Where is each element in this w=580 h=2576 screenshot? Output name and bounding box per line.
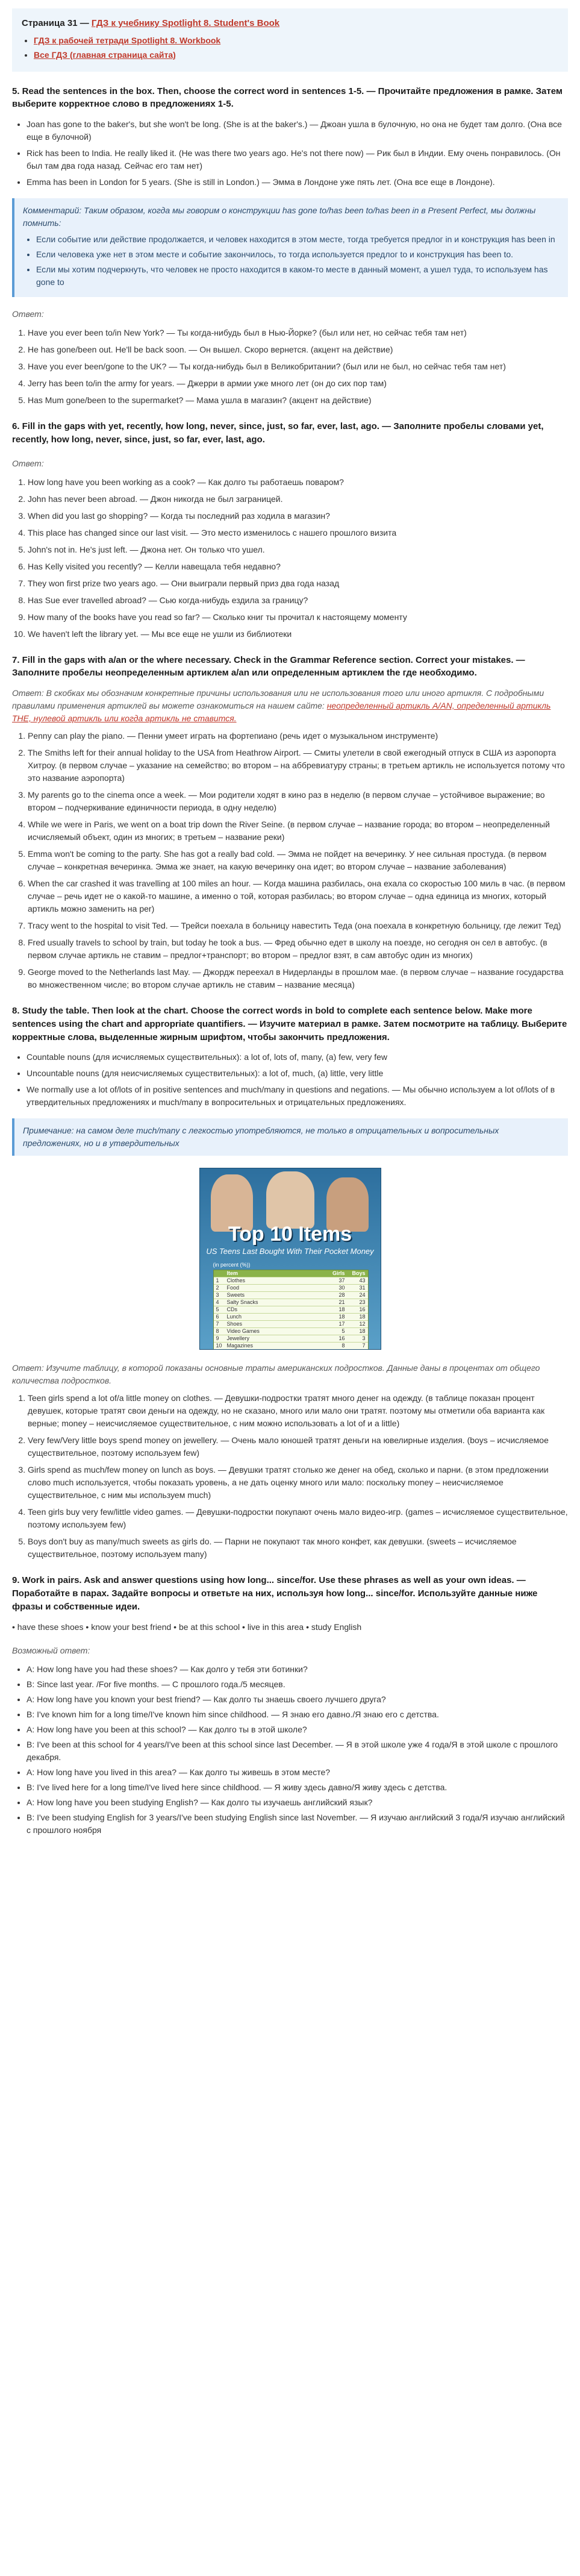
list-item: 5. Emma won't be coming to the party. She has got a really bad cold. — Эмма не пойдет на вечеринку. У нее сильная простуда. (в первом случае – конкретная вечеринка. Эмма же знает, на какую вечеринку она идет; во втором случае – название заболевания) — [28, 848, 568, 873]
list-item: 4. Jerry has been to/in the army for years. — Джерри в армии уже много лет (он до сих пор там) — [28, 377, 568, 390]
table-cell: 17 — [338, 1321, 345, 1327]
table-cell: 2 — [216, 1285, 219, 1291]
page-title — [22, 17, 558, 31]
table-cell: Sweets — [226, 1292, 245, 1299]
task-5-title: 5. Read the sentences in the box. Then, choose the correct word in sentences 1-5. — Прочитайте предложения в рамке. Затем выберите корректное слово в предложениях 1-5. — [12, 86, 563, 110]
chart-wrapper — [12, 1168, 568, 1350]
task-5-comment — [12, 198, 568, 297]
list-item: • B: I've been at this school for 4 years/I've been at this school since last December. — Я в этой школе уже 4 года/Я в этой школе с прошлого декабря. — [27, 1738, 568, 1764]
table-cell: 8 — [341, 1343, 345, 1349]
column-header — [216, 1270, 227, 1277]
table-cell: 21 — [338, 1299, 345, 1306]
list-item: • Uncountable nouns (для неисчисляемых существительных): a lot of, much, (a) little, very little — [27, 1067, 568, 1080]
table-cell: Food — [226, 1285, 240, 1291]
list-item: 2. The Smiths left for their annual holiday to the USA from Heathrow Airport. — Смиты улетели в свой ежегодный отпуск в США из аэропорта Хитроу. (в первом случае – указание на семейство; во втором – на аббревиатуру страны; в третьем артикль не используется потому что это название аэропорта) — [28, 747, 568, 785]
list-item: 6. When the car crashed it was travelling at 100 miles an hour. — Когда машина разбилась, она ехала со скоростью 100 миль в час. (в первом случае – речь идет не о какой-то машине, а именно о той, которая разбилась; во втором случае – одна единица из многих, который артикль можно заменить на per) — [28, 877, 568, 915]
list-item: • Если событие или действие продолжается, и человек находится в этом месте, тогда требуется предлог in и конструкция has been in — [36, 233, 560, 246]
list-item: 8. Fred usually travels to school by train, but today he took a bus. — Фред обычно едет в школу на поезде, но сегодня он сел в автобус. (в первом случае артикль не ставим – предлог+транспорт; во втором – предлог взят, в сам автобус один из многих) — [28, 936, 568, 962]
table-cell: 9 — [216, 1335, 219, 1342]
list-item: 7. They won first prize two years ago. — Они выиграли первый приз два года назад — [28, 577, 568, 590]
task-9-phrases: • have these shoes • know your best friend • be at this school • live in this area • study English — [12, 1622, 362, 1632]
table-cell: Lunch — [226, 1314, 242, 1320]
task-8-title: 8. Study the table. Then look at the chart. Choose the correct words in bold to complete each sentence below. Make more sentences using the chart and appropriate quantifiers. — Изучите материал в рамке. Затем посмотрите на таблицу. Выберите корректные слова, выделенные жирным шрифтом, чтобы закончить предложения. — [12, 1006, 567, 1042]
column-header: Item — [226, 1270, 239, 1277]
answer-label: Ответ: — [12, 458, 44, 468]
list-item: 5. John's not in. He's just left. — Джона нет. Он только что ушел. — [28, 544, 568, 556]
list-item: 9. George moved to the Netherlands last May. — Джордж переехал в Нидерланды в прошлом мае. (в первом случае – название государства во множественном числе; во втором случае артикль не ставим – название месяца) — [28, 966, 568, 991]
list-item: 7. Tracy went to the hospital to visit Ted. — Трейси поехала в больницу навестить Теда (она поехала в конкретную больницу, где лежит Тед) — [28, 920, 568, 932]
chart-table-row — [214, 1314, 368, 1321]
list-item: • A: How long have you lived in this area? — Как долго ты живешь в этом месте? — [27, 1766, 568, 1779]
task-8-answers — [12, 1392, 568, 1561]
table-cell: 28 — [338, 1292, 345, 1299]
list-item: • A: How long have you been at this school? — Как долго ты в этой школе? — [27, 1723, 568, 1736]
table-cell: 18 — [338, 1314, 345, 1320]
list-item: 3. When did you last go shopping? — Когда ты последний раз ходила в магазин? — [28, 510, 568, 522]
list-item: • B: I've been studying English for 3 years/I've been studying English since last November. — Я изучаю английский 3 года/Я изучаю английский с прошлого ноября — [27, 1811, 568, 1837]
table-cell: 10 — [216, 1343, 222, 1349]
column-header: Girls — [332, 1270, 345, 1277]
table-cell: 31 — [359, 1285, 366, 1291]
table-cell: 12 — [359, 1321, 366, 1327]
task-8-box — [12, 1051, 568, 1109]
book-link[interactable]: ГДЗ к учебнику Spotlight 8. Student's Book — [91, 18, 280, 28]
chart-table-row — [214, 1292, 368, 1299]
home-link[interactable]: Все ГДЗ (главная страница сайта) — [34, 49, 176, 60]
intro-text: Ответ: В скобках мы обозначим конкретные причины использования или не использования того или иного артикля. С подробными правилами применения артиклей вы можете ознакомиться на нашем сайте: — [12, 688, 544, 710]
task-9-dialogs — [12, 1663, 568, 1837]
page — [0, 8, 580, 1837]
column-header: Boys — [352, 1270, 366, 1277]
task-7-intro — [12, 687, 568, 725]
table-cell: 43 — [359, 1277, 366, 1284]
task-5-box — [12, 118, 568, 189]
task-7-title: 7. Fill in the gaps with a/an or the where necessary. Check in the Grammar Reference section. Correct your mistakes. — Заполните пробелы неопределенным артиклем a/an или определенным артиклем the где необходимо. — [12, 654, 525, 678]
list-item: • Rick has been to India. He really liked it. (He was there two years ago. He's not there now) — Рик был в Индии. Ему очень понравилось. (Он был там два года назад. Сейчас его там нет) — [27, 147, 568, 172]
table-cell: 24 — [359, 1292, 366, 1299]
chart-table-row — [214, 1335, 368, 1343]
list-item: 2. He has gone/been out. He'll be back soon. — Он вышел. Скоро вернется. (акцент на действие) — [28, 343, 568, 356]
chart-table-row — [214, 1343, 368, 1350]
list-item: 6. Has Kelly visited you recently? — Келли навещала тебя недавно? — [28, 560, 568, 573]
table-cell: Shoes — [226, 1321, 243, 1327]
answer-label: Возможный ответ: — [12, 1645, 90, 1655]
workbook-link[interactable]: ГДЗ к рабочей тетради Spotlight 8. Workbook — [34, 35, 221, 45]
table-cell: 8 — [216, 1328, 219, 1335]
list-item: • Joan has gone to the baker's, but she won't be long. (She is at the baker's.) — Джоан ушла в булочную, но она не будет там долго. (Она все еще в булочной) — [27, 118, 568, 143]
table-cell: 4 — [216, 1299, 219, 1306]
table-cell: 30 — [338, 1285, 345, 1291]
chart-table — [213, 1270, 369, 1350]
table-cell: 7 — [216, 1321, 219, 1327]
list-item: • A: How long have you been studying English? — Как долго ты изучаешь английский язык? — [27, 1796, 568, 1809]
list-item: 3. My parents go to the cinema once a week. — Мои родители ходят в кино раз в неделю (в первом случае – устойчивое выражение; во втором – подчеркивание единичности периода, в одну неделю) — [28, 789, 568, 814]
nav-links — [22, 34, 558, 61]
list-item: 2. Very few/Very little boys spend money on jewellery. — Очень мало юношей тратят деньги на ювелирные изделия. (boys – исчисляемое существительное, поэтому используем few) — [28, 1434, 568, 1459]
chart-table-row — [214, 1285, 368, 1292]
task-6-title: 6. Fill in the gaps with yet, recently, how long, never, since, just, so far, ever, last, ago. — Заполните пробелы словами yet, recently, how long, never, since, just, so far, ever, last, ago. — [12, 421, 544, 445]
table-cell: 18 — [338, 1306, 345, 1313]
teen-photo — [266, 1171, 314, 1229]
chart-units: (in percent (%)) — [213, 1262, 251, 1268]
list-item: 1. Teen girls spend a lot of/a little money on clothes. — Девушки-подростки тратят много денег на одежду. (в таблице показан процент девушек, которые тратят свои деньги на одежду, но не сказано, много или мало они тратят. поэтому мы отметили оба варианта как верные; money – неисчисляемое существительное, с ним можно использовать a lot of и a little) — [28, 1392, 568, 1430]
comment-intro: Комментарий: Таким образом, когда мы говорим о конструкции has gone to/has been to/has been in в Present Perfect, мы должны помнить: — [23, 205, 536, 228]
table-cell: Clothes — [226, 1277, 246, 1284]
list-item: 5. Has Mum gone/been to the supermarket? — Мама ушла в магазин? (акцент на действие) — [28, 394, 568, 407]
list-item: 8. Has Sue ever travelled abroad? — Сью когда-нибудь ездила за границу? — [28, 594, 568, 607]
list-item: 1. Have you ever been to/in New York? — Ты когда-нибудь был в Нью-Йорке? (был или нет, но сейчас тебя там нет) — [28, 327, 568, 339]
list-item: 4. Teen girls buy very few/little video games. — Девушки-подростки покупают очень мало видео-игр. (games – исчисляемое существительное, поэтому используем few) — [28, 1506, 568, 1531]
list-item: 1. How long have you been working as a cook? — Как долго ты работаешь поваром? — [28, 476, 568, 489]
chart-table-row — [214, 1306, 368, 1314]
table-cell: 3 — [362, 1335, 366, 1342]
chart-table-row — [214, 1328, 368, 1335]
task-6-answers — [12, 476, 568, 641]
chart-table-row — [214, 1321, 368, 1328]
list-item: 10. We haven't left the library yet. — Мы все еще не ушли из библиотеки — [28, 628, 568, 641]
task-8-answer-intro: Ответ: Изучите таблицу, в которой показаны основные траты американских подростков. Данные даны в процентах от общего количества подростков. — [12, 1363, 540, 1386]
answer-label: Ответ: — [12, 309, 44, 319]
list-item: • We normally use a lot of/lots of in positive sentences and much/many in questions and negations. — Мы обычно используем a lot of/lots of в утвердительных предложениях и much/many в вопросительных и отрицательных предложениях. — [27, 1083, 568, 1109]
chart-table-row — [214, 1277, 368, 1285]
table-cell: 1 — [216, 1277, 219, 1284]
list-item: 3. Have you ever been/gone to the UK? — Ты когда-нибудь был в Великобритании? (был или не был, но сейчас тебя там нет) — [28, 360, 568, 373]
list-item: • B: Since last year. /For five months. — С прошлого года./5 месяцев. — [27, 1678, 568, 1691]
task-7-answers — [12, 730, 568, 991]
chart-subhead: US Teens Last Bought With Their Pocket Money — [206, 1247, 374, 1256]
table-cell: 16 — [359, 1306, 366, 1313]
table-cell: 18 — [359, 1314, 366, 1320]
chart-table-header — [214, 1270, 368, 1277]
list-item: 1. Penny can play the piano. — Пенни умеет играть на фортепиано (речь идет о музыкальном инструменте) — [28, 730, 568, 742]
nav-link-item — [34, 34, 558, 47]
list-item: • B: I've lived here for a long time/I've lived here since childhood. — Я живу здесь давно/Я живу здесь с детства. — [27, 1781, 568, 1794]
table-cell: Salty Snacks — [226, 1299, 258, 1306]
list-item: • A: How long have you known your best friend? — Как долго ты знаешь своего лучшего друга? — [27, 1693, 568, 1706]
table-cell: 6 — [216, 1314, 219, 1320]
table-cell: CDs — [226, 1306, 237, 1313]
navigation-box — [12, 8, 568, 72]
table-cell: Video Games — [226, 1328, 260, 1335]
table-cell: 18 — [359, 1328, 366, 1335]
list-item: 9. How many of the books have you read so far? — Сколько книг ты прочитал к настоящему моменту — [28, 611, 568, 624]
task-8-note: Примечание: на самом деле much/many с легкостью употребляются, не только в отрицательных и вопросительных предложениях, но и в утвердительных — [12, 1118, 568, 1156]
table-cell: 7 — [362, 1343, 366, 1349]
list-item: • A: How long have you had these shoes? — Как долго у тебя эти ботинки? — [27, 1663, 568, 1676]
page-label: Страница 31 — — [22, 18, 89, 28]
chart-table-row — [214, 1299, 368, 1306]
list-item: • Если мы хотим подчеркнуть, что человек не просто находится в каком-то месте в данный момент, а ушел туда, то используем has gone to — [36, 263, 560, 289]
list-item: • Если человека уже нет в этом месте и событие закончилось, то тогда используется предлог to и конструкция has been to. — [36, 248, 560, 261]
list-item: • Emma has been in London for 5 years. (She is still in London.) — Эмма в Лондоне уже пять лет. (Она все еще в Лондоне). — [27, 176, 568, 189]
list-item: • B: I've known him for a long time/I've known him since childhood. — Я знаю его давно./Я знаю его с детства. — [27, 1708, 568, 1721]
list-item: 4. This place has changed since our last visit. — Это место изменилось с нашего прошлого визита — [28, 527, 568, 539]
task-5-answers — [12, 327, 568, 407]
nav-link-item — [34, 49, 558, 61]
spending-chart-image — [199, 1168, 381, 1350]
chart-headline: Top 10 Items — [228, 1223, 352, 1246]
table-cell: 16 — [338, 1335, 345, 1342]
table-cell: 5 — [341, 1328, 345, 1335]
table-cell: 5 — [216, 1306, 219, 1313]
table-cell: Magazines — [226, 1343, 254, 1349]
main-content — [0, 85, 580, 1837]
grammar-links[interactable]: неопределенный артикль A/AN, определенный артикль THE, нулевой артикль или когда артикль не ставится. — [12, 701, 551, 723]
list-item: 5. Boys don't buy as many/much sweets as girls do. — Парни не покупают так много конфет, как девушки. (sweets – исчисляемое существительное, поэтому используем many) — [28, 1535, 568, 1561]
task-9-title: 9. Work in pairs. Ask and answer questions using how long... since/for. Use these phrases as well as your own ideas. — Поработайте в парах. Задайте вопросы и ответьте на них, используя how long... since/for. Используйте данные ниже фразы и собственные идеи. — [12, 1575, 538, 1612]
table-cell: 23 — [359, 1299, 366, 1306]
table-cell: 3 — [216, 1292, 219, 1299]
list-item: 4. While we were in Paris, we went on a boat trip down the River Seine. (в первом случае – название города; во втором – неопределенный исчисляемый объект, один из многих; в третьем – название реки) — [28, 818, 568, 844]
table-cell: Jewellery — [226, 1335, 250, 1342]
comment-points — [23, 233, 560, 289]
list-item: 2. John has never been abroad. — Джон никогда не был заграницей. — [28, 493, 568, 506]
table-cell: 37 — [338, 1277, 345, 1284]
list-item: 3. Girls spend as much/few money on lunch as boys. — Девушки тратят столько же денег на обед, сколько и парни. (в этом предложении слово much используется, чтобы показать уровень, а не дать оценку много или мало: поскольку money – неисчисляемое существительное, с ним мы используем much) — [28, 1464, 568, 1502]
list-item: • Countable nouns (для исчисляемых существительных): a lot of, lots of, many, (a) few, very few — [27, 1051, 568, 1064]
